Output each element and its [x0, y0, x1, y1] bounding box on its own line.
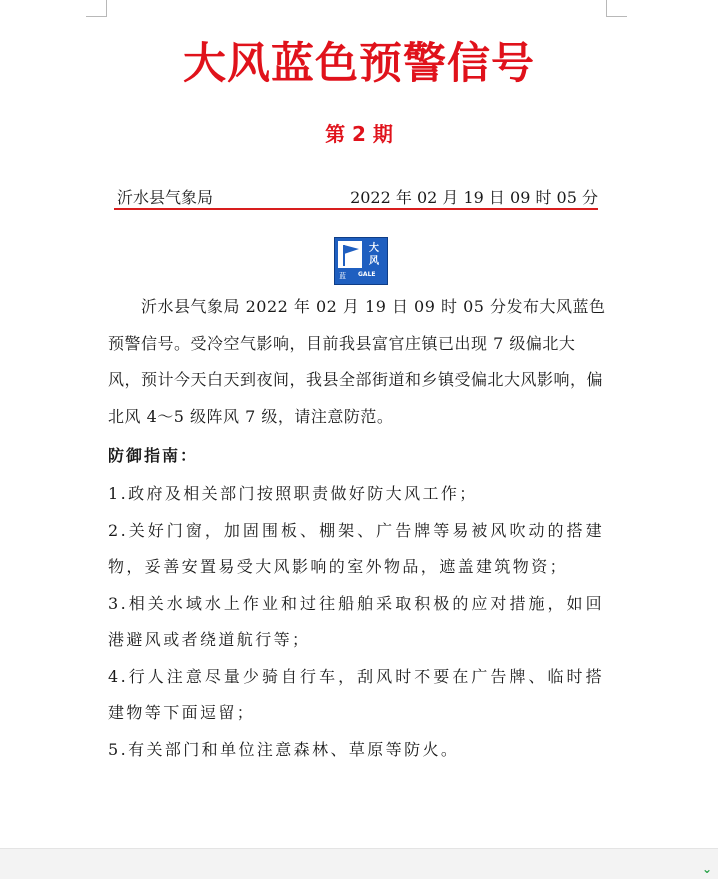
page-bottom-edge — [0, 848, 718, 879]
dateline — [114, 184, 598, 208]
issue-number: 第 2 期 — [325, 122, 393, 146]
intro-paragraph: 沂水县气象局 2022 年 02 月 19 日 09 时 05 分发布大风蓝色预警信号。受冷空气影响，目前我县富官庄镇已出现 7 级偏北大风，预计今天白天到夜间，我县全部街道和乡镇受偏北大风影响，偏北风 4～5 级阵风 7 级，请注意防范。 — [108, 297, 606, 426]
guide-item-2: 2.关好门窗，加固围板、棚架、广告牌等易被风吹动的搭建物，妥善安置易受大风影响的室外物品，遮盖建筑物资； — [108, 520, 604, 576]
flag-icon — [338, 241, 362, 268]
signal-level-char: 蓝 — [339, 272, 346, 280]
guide-item-4: 4.行人注意尽量少骑自行车，刮风时不要在广告牌、临时搭建物等下面逗留； — [108, 666, 604, 722]
guide-heading: 防御指南： — [108, 446, 199, 465]
signal-gale-label: GALE — [358, 271, 376, 278]
guide-list — [108, 476, 604, 768]
guide-item-3: 3.相关水域水上作业和过往船舶采取积极的应对措施，如回港避风或者绕道航行等； — [108, 593, 604, 649]
scroll-down-icon[interactable]: ⌄ — [701, 862, 713, 876]
signal-char-bottom: 风 — [369, 256, 379, 267]
signal-char-top: 大 — [369, 243, 379, 254]
crop-mark-top-right — [606, 0, 627, 17]
guide-item-1: 1.政府及相关部门按照职责做好防大风工作； — [108, 484, 478, 503]
red-divider — [114, 208, 598, 210]
guide-item-5: 5.有关部门和单位注意森林、草原等防火。 — [108, 739, 460, 759]
crop-mark-top-left — [86, 0, 107, 17]
issue-timestamp: 2022 年 02 月 19 日 09 时 05 分 — [350, 188, 598, 207]
issuing-agency: 沂水县气象局 — [117, 188, 214, 207]
flag-panel — [338, 241, 362, 268]
gale-blue-warning-icon — [334, 237, 388, 285]
warning-title: 大风蓝色预警信号 — [183, 39, 535, 89]
